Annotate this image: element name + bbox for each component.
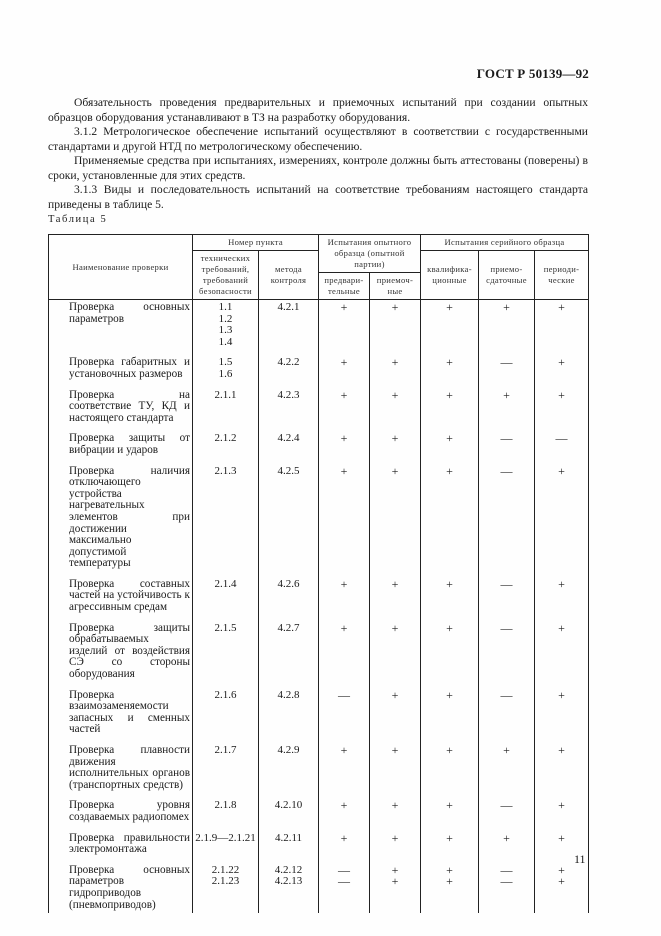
row-name [49, 390, 193, 434]
row-periodic [535, 687, 589, 745]
row-name-text: Проверка плавности движения исполнительных органов (транспортных средств) [69, 744, 190, 791]
row-tech-req [193, 357, 259, 389]
row-periodic [535, 800, 589, 832]
row-qualification-text: + [446, 830, 453, 845]
row-preliminary [319, 463, 370, 579]
table-header [49, 235, 589, 300]
row-control-method-text: 4.2.6 [277, 577, 300, 590]
row-preliminary [319, 830, 370, 865]
row-periodic [535, 862, 589, 913]
row-qualification-text: + [446, 387, 453, 402]
row-acceptance [370, 387, 421, 434]
row-periodic-text: + [558, 687, 565, 702]
row-acceptance [370, 433, 421, 465]
table-row [49, 390, 589, 434]
row-acceptance-text: + [391, 576, 399, 591]
paragraph-2-text: 3.1.2 Метрологическое обеспечение испытаний осуществляют в соответствии с государственными стандартами и другой НТД по метрологическому обеспечению. [48, 125, 588, 153]
row-delivery [479, 576, 535, 623]
row-delivery [479, 862, 535, 913]
row-delivery-text: — [500, 576, 513, 591]
row-acceptance [370, 300, 421, 358]
row-periodic [535, 357, 589, 389]
row-control-method-text: 4.2.8 [277, 688, 300, 701]
row-delivery-text: + [503, 300, 510, 314]
header-name: Наименование проверки [49, 235, 193, 300]
row-control-method [259, 865, 319, 913]
row-control-method-text: 4.2.2 [277, 356, 300, 369]
table-row [49, 800, 589, 832]
row-preliminary-text: + [340, 576, 348, 591]
row-tech-req [193, 690, 259, 745]
row-qualification [421, 862, 479, 913]
row-preliminary [319, 800, 370, 832]
header-prototype-tests: Испытания опытного образца (опытной партии) [319, 235, 421, 273]
paragraph-1 [48, 96, 588, 125]
row-name [49, 623, 193, 690]
row-delivery-text: — [500, 463, 513, 478]
row-qualification [421, 830, 479, 865]
row-preliminary-text: + [340, 355, 348, 370]
row-periodic-text: + [558, 576, 565, 591]
row-acceptance [370, 576, 421, 623]
row-tech-req [193, 433, 259, 465]
row-control-method-text: 4.2.11 [274, 831, 303, 844]
row-control-method [259, 800, 319, 832]
row-qualification-text: + [446, 798, 453, 813]
row-preliminary [319, 576, 370, 623]
row-periodic-text: + [558, 798, 565, 813]
row-tech-req-text: 1.5 1.6 [218, 356, 233, 380]
row-acceptance [370, 745, 421, 800]
row-delivery [479, 300, 535, 358]
row-acceptance [370, 800, 421, 832]
row-tech-req [193, 623, 259, 690]
row-qualification-text: + [446, 300, 453, 314]
row-acceptance [370, 463, 421, 579]
row-control-method [259, 579, 319, 623]
row-preliminary-text: + [340, 463, 348, 478]
row-acceptance-text: + [391, 387, 399, 402]
row-preliminary-text: + [340, 743, 348, 757]
row-delivery-text: + [503, 743, 510, 757]
header-preliminary: предвари- тельные [319, 273, 370, 300]
row-control-method-text: 4.2.4 [277, 432, 300, 445]
row-periodic-text: + + [558, 862, 565, 889]
row-delivery [479, 687, 535, 745]
row-control-method [259, 466, 319, 579]
row-qualification-text: + [446, 431, 453, 446]
row-acceptance [370, 862, 421, 913]
row-acceptance-text: + [391, 300, 399, 314]
row-periodic-text: + [558, 300, 565, 314]
row-qualification [421, 387, 479, 434]
row-periodic [535, 576, 589, 623]
row-delivery-text: — [500, 620, 513, 635]
row-tech-req-text: 2.1.3 [214, 464, 237, 477]
table-row [49, 466, 589, 579]
row-name [49, 357, 193, 389]
row-name-text: Проверка наличия отключающего устройства нагревательных элементов при достижении максимально допустимой температуры [69, 464, 190, 570]
row-control-method [259, 433, 319, 465]
row-name-text: Проверка габаритных и установочных размеров [69, 356, 190, 380]
row-periodic [535, 620, 589, 690]
table-row [49, 579, 589, 623]
row-acceptance-text: + [391, 355, 399, 370]
row-qualification-text: + [446, 576, 453, 591]
row-name-text: Проверка правильности электромонтажа [69, 831, 190, 856]
row-name-text: Проверка защиты обрабатываемых изделий от воздействия СЭ со стороны оборудования [69, 621, 190, 681]
row-periodic [535, 387, 589, 434]
row-delivery-text: — [500, 687, 513, 702]
paragraph-1-text: Обязательность проведения предварительных и приемочных испытаний при создании опытных образцов оборудования устанавливают в ТЗ на разработку оборудования. [48, 96, 588, 124]
row-qualification [421, 745, 479, 800]
row-name [49, 579, 193, 623]
row-delivery [479, 830, 535, 865]
row-preliminary [319, 433, 370, 465]
header-serial-tests: Испытания серийного образца [421, 235, 589, 251]
row-acceptance-text: + [391, 687, 399, 702]
row-name [49, 300, 193, 358]
row-qualification-text: + [446, 355, 453, 370]
row-preliminary-text: + [340, 798, 348, 813]
page-number: 11 [574, 852, 586, 866]
header-control-method: метода контроля [259, 251, 319, 300]
row-control-method [259, 833, 319, 865]
row-acceptance-text: + [391, 798, 399, 813]
row-preliminary [319, 357, 370, 389]
row-tech-req-text: 2.1.6 [214, 688, 237, 701]
row-name [49, 466, 193, 579]
row-tech-req-text: 1.1 1.2 1.3 1.4 [218, 301, 233, 348]
row-control-method [259, 623, 319, 690]
row-name [49, 800, 193, 832]
row-acceptance [370, 830, 421, 865]
row-name-text: Проверка уровня создаваемых радиопомех [69, 799, 190, 823]
row-delivery [479, 620, 535, 690]
paragraph-4 [48, 183, 588, 212]
row-acceptance [370, 687, 421, 745]
row-control-method-text: 4.2.9 [277, 744, 300, 756]
row-acceptance-text: + [391, 830, 399, 845]
header-delivery: приемо- сдаточные [479, 251, 535, 300]
row-qualification [421, 357, 479, 389]
table-body [49, 300, 589, 914]
row-periodic [535, 745, 589, 800]
row-tech-req-text: 2.1.5 [214, 621, 237, 634]
row-control-method [259, 745, 319, 800]
row-preliminary-text: + [340, 830, 348, 845]
row-acceptance-text: + [391, 620, 399, 635]
table-row [49, 865, 589, 913]
row-tech-req [193, 466, 259, 579]
row-tech-req-text: 2.1.2 [214, 432, 237, 445]
row-acceptance [370, 620, 421, 690]
row-tech-req [193, 865, 259, 913]
row-periodic-text: + [558, 620, 565, 635]
row-preliminary [319, 300, 370, 358]
row-control-method-text: 4.2.3 [277, 388, 300, 401]
header-periodic: периоди- ческие [535, 251, 589, 300]
row-name-text: Проверка защиты от вибрации и ударов [69, 432, 190, 456]
row-qualification-text: + [446, 463, 453, 478]
row-name [49, 833, 193, 865]
row-control-method-text: 4.2.10 [274, 799, 303, 812]
row-qualification-text: + [446, 687, 453, 702]
row-preliminary [319, 620, 370, 690]
row-preliminary [319, 745, 370, 800]
row-tech-req [193, 579, 259, 623]
table-row [49, 300, 589, 358]
row-qualification [421, 433, 479, 465]
table-row [49, 690, 589, 745]
row-control-method [259, 390, 319, 434]
row-control-method [259, 357, 319, 389]
row-qualification [421, 463, 479, 579]
row-name-text: Проверка составных частей на устойчивость к агрессивным средам [69, 577, 190, 614]
row-tech-req [193, 800, 259, 832]
row-delivery [479, 387, 535, 434]
tests-table [48, 234, 589, 913]
row-tech-req [193, 300, 259, 358]
row-tech-req-text: 2.1.22 2.1.23 [211, 863, 240, 888]
row-periodic-text: + [558, 355, 565, 370]
row-delivery [479, 745, 535, 800]
row-tech-req-text: 2.1.1 [214, 388, 237, 401]
row-name [49, 433, 193, 465]
row-tech-req-text: 2.1.9—2.1.21 [195, 831, 256, 844]
row-control-method-text: 4.2.1 [277, 301, 300, 313]
row-name [49, 690, 193, 745]
header-tech-req: технических требований, требований безопасности [193, 251, 259, 300]
row-tech-req-text: 2.1.4 [214, 577, 237, 590]
row-delivery-text: — [500, 355, 513, 370]
row-delivery [479, 800, 535, 832]
document-header: ГОСТ Р 50139—92 [476, 66, 589, 81]
row-delivery-text: + [503, 830, 510, 845]
header-qualification: квалифика- ционные [421, 251, 479, 300]
row-preliminary [319, 387, 370, 434]
row-preliminary-text: — — [338, 862, 350, 889]
table-caption: Таблица 5 [48, 214, 108, 225]
row-control-method-text: 4.2.5 [277, 464, 300, 477]
row-preliminary-text: + [340, 300, 348, 314]
row-qualification-text: + [446, 620, 453, 635]
row-periodic-text: + [558, 830, 565, 845]
row-tech-req [193, 745, 259, 800]
row-periodic-text: + [558, 463, 565, 478]
row-acceptance-text: + [391, 463, 399, 478]
row-preliminary-text: — [338, 687, 350, 702]
row-periodic [535, 463, 589, 579]
row-qualification [421, 620, 479, 690]
row-control-method-text: 4.2.7 [277, 621, 300, 634]
row-delivery [479, 433, 535, 465]
row-acceptance-text: + + [391, 862, 399, 889]
row-tech-req-text: 2.1.7 [214, 744, 237, 756]
row-periodic-text: + [558, 387, 565, 402]
row-periodic [535, 300, 589, 358]
row-preliminary-text: + [340, 387, 348, 402]
row-qualification [421, 576, 479, 623]
row-delivery-text: — [500, 431, 513, 446]
row-acceptance-text: + [391, 743, 399, 757]
row-delivery-text: + [503, 387, 510, 402]
row-name-text: Проверка основных параметров [69, 301, 190, 325]
row-preliminary-text: + [340, 431, 348, 446]
header-item-number: Номер пункта [193, 235, 319, 251]
row-preliminary [319, 687, 370, 745]
table-row [49, 833, 589, 865]
table-row [49, 623, 589, 690]
row-periodic-text: — [555, 431, 568, 446]
row-name [49, 865, 193, 913]
table-row [49, 745, 589, 800]
row-delivery [479, 357, 535, 389]
row-qualification-text: + + [446, 862, 453, 889]
row-qualification-text: + [446, 743, 453, 757]
row-periodic [535, 433, 589, 465]
paragraph-4-text: 3.1.3 Виды и последовательность испытаний на соответствие требованиям настоящего стандарта приведены в таблице 5. [48, 183, 588, 211]
row-name-text: Проверка взаимозаменяемости запасных и сменных частей [69, 688, 190, 736]
row-acceptance [370, 357, 421, 389]
table-row [49, 433, 589, 465]
header-acceptance: приемоч- ные [370, 273, 421, 300]
row-qualification [421, 687, 479, 745]
row-preliminary-text: + [340, 620, 348, 635]
row-qualification [421, 800, 479, 832]
row-name [49, 745, 193, 800]
row-delivery-text: — — [500, 862, 513, 889]
row-qualification [421, 300, 479, 358]
row-acceptance-text: + [391, 431, 399, 446]
paragraph-2 [48, 125, 588, 154]
paragraph-3-text: Применяемые средства при испытаниях, измерениях, контроле должны быть аттестованы (поверены) в сроки, установленные для этих средств. [48, 154, 588, 182]
paragraph-3 [48, 154, 588, 183]
row-control-method-text: 4.2.12 4.2.13 [274, 863, 303, 888]
row-preliminary [319, 862, 370, 913]
row-control-method [259, 690, 319, 745]
row-name-text: Проверка основных параметров гидроприводов (пневмоприводов) [69, 863, 190, 911]
table-row [49, 357, 589, 389]
row-name-text: Проверка на соответствие ТУ, КД и настоящего стандарта [69, 388, 190, 424]
row-tech-req [193, 390, 259, 434]
row-periodic-text: + [558, 743, 565, 757]
row-tech-req [193, 833, 259, 865]
row-control-method [259, 300, 319, 358]
row-delivery-text: — [500, 798, 513, 813]
row-tech-req-text: 2.1.8 [214, 799, 237, 812]
row-delivery [479, 463, 535, 579]
